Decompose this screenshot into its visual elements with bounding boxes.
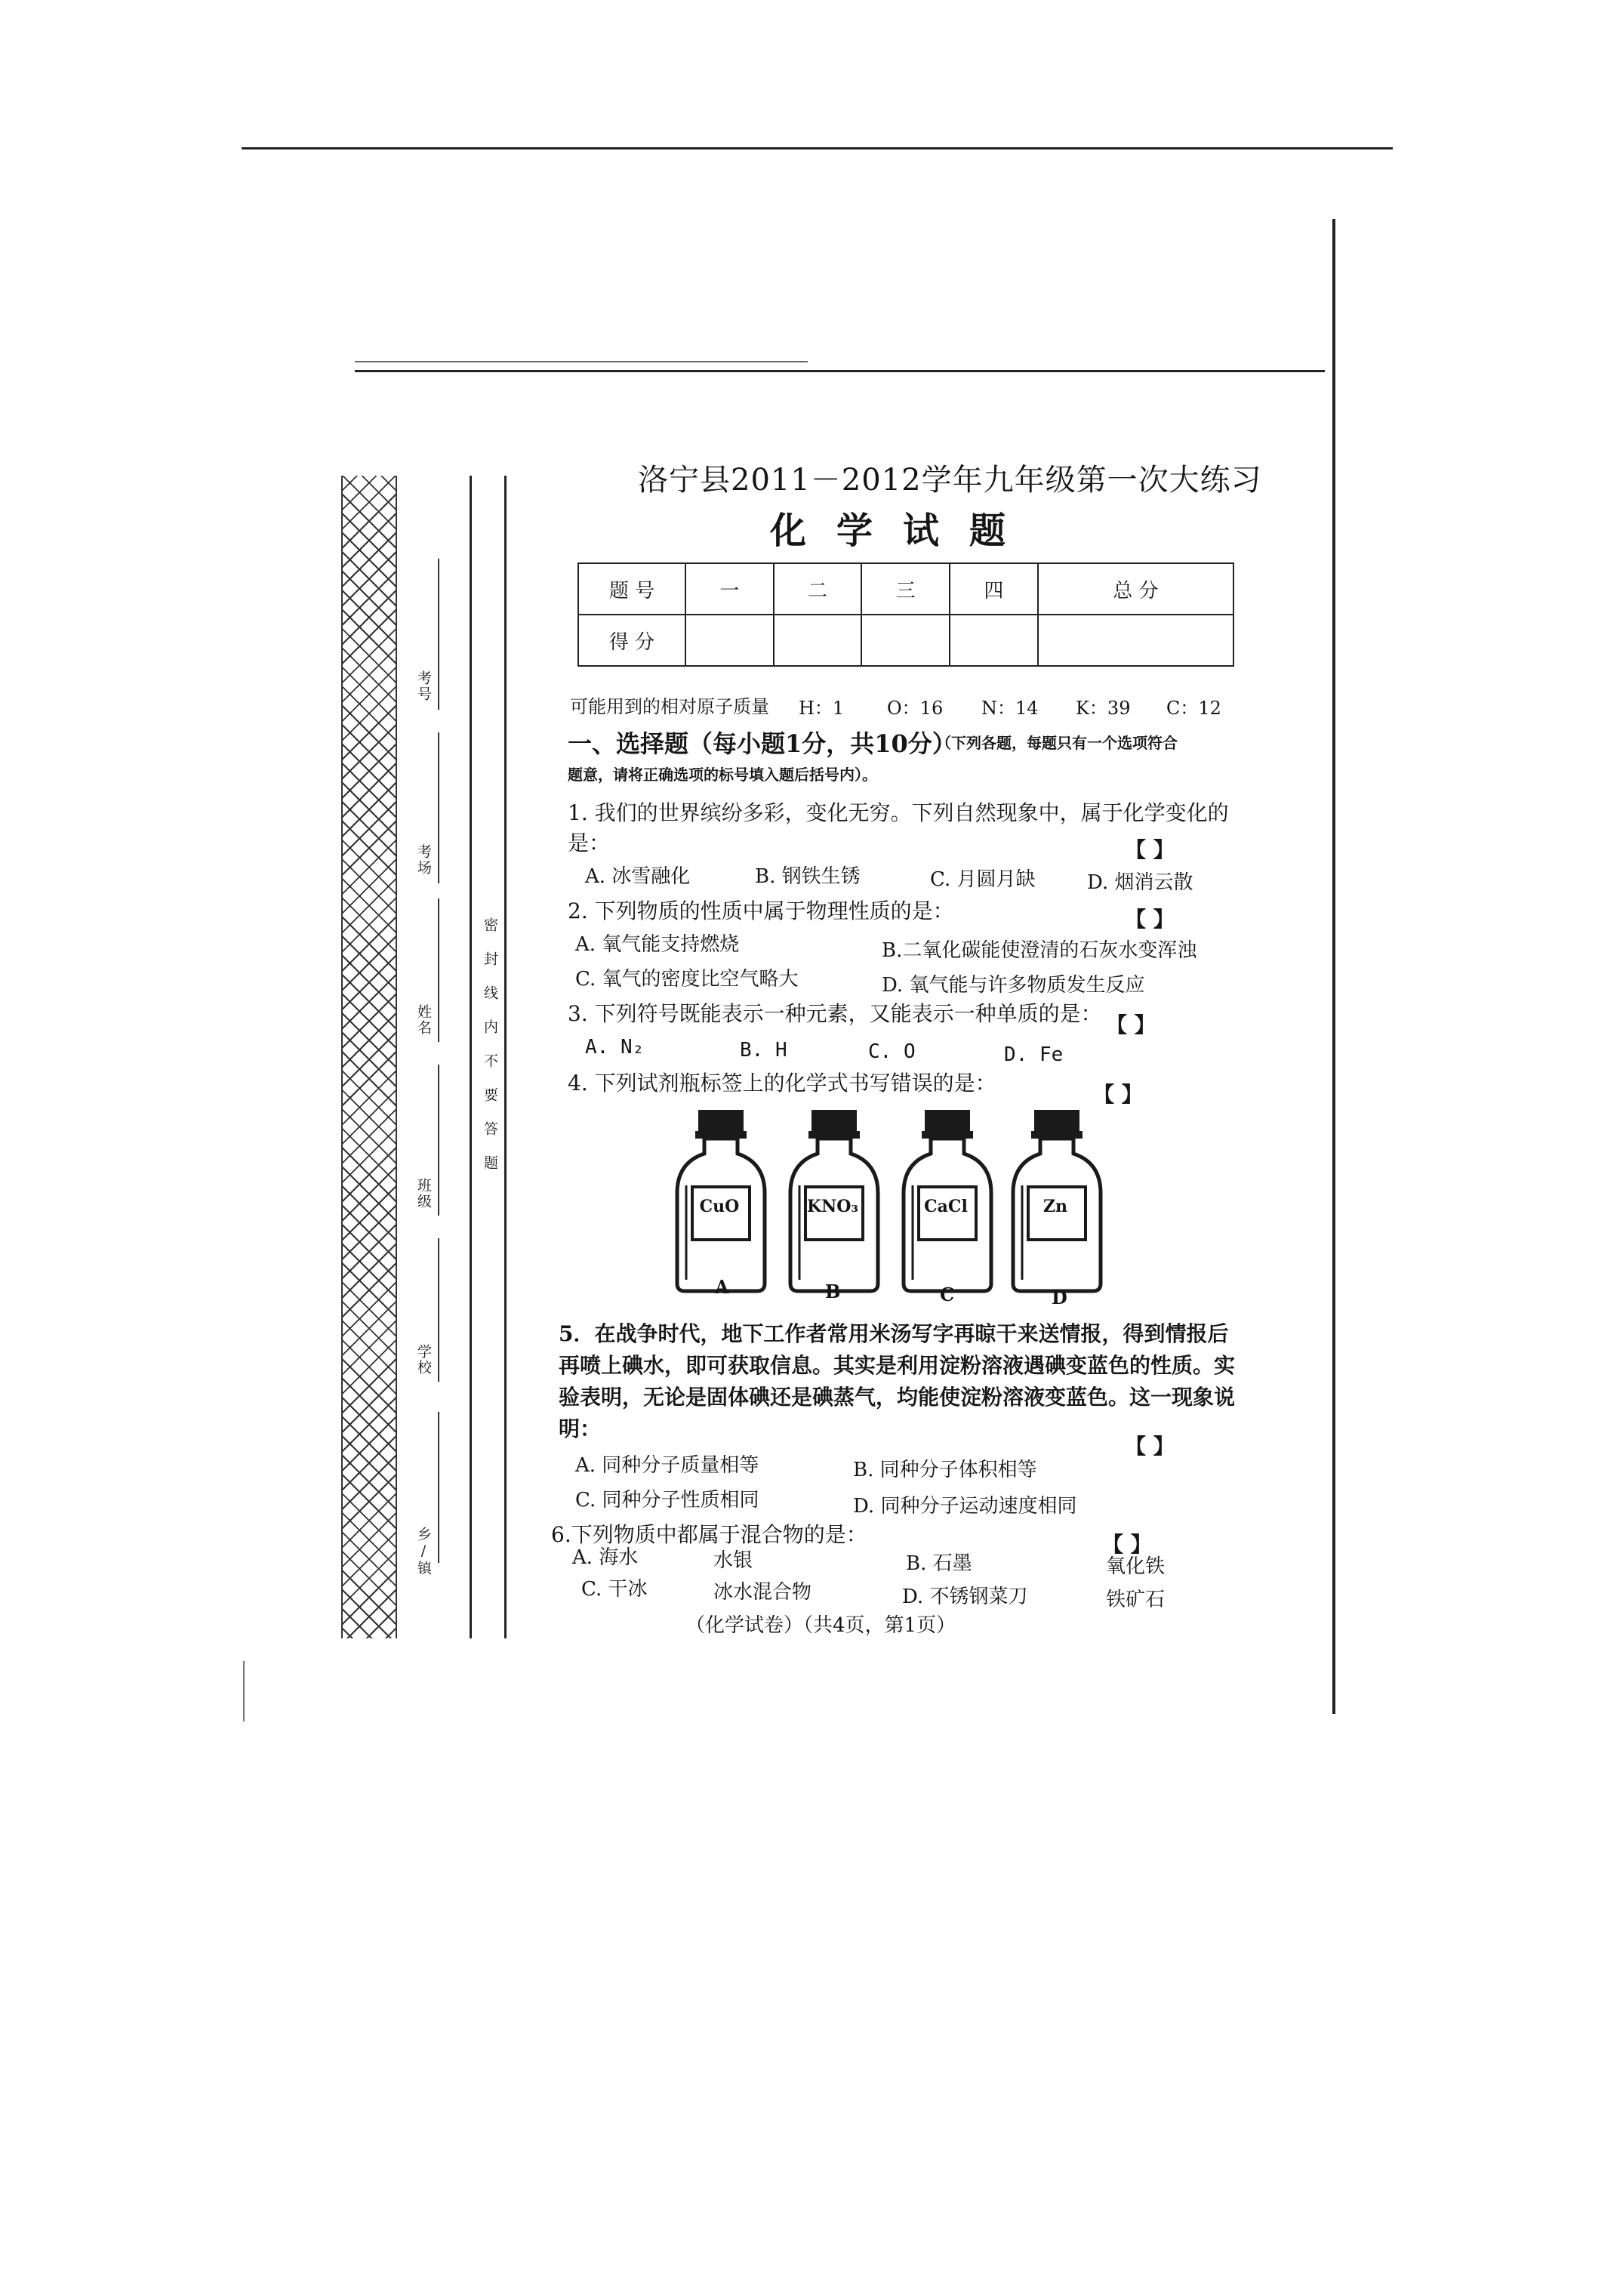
margin-label-class: 班级 [415, 1178, 432, 1210]
name-blank[interactable] [438, 898, 439, 1042]
q6-option-a-item2: 水银 [713, 1549, 753, 1572]
score-table [577, 562, 1234, 667]
q4-answer-bracket[interactable]: 【 】 [1093, 1082, 1143, 1107]
score-cell[interactable] [1038, 615, 1233, 666]
q4-stem: 4. 下列试剂瓶标签上的化学式书写错误的是： [568, 1071, 996, 1096]
bottle-b-letter: B [825, 1281, 841, 1302]
q6-option-b-item2: 氧化铁 [1106, 1555, 1166, 1578]
score-header-cell: 二 [774, 563, 862, 615]
q1-option-b: B. 钢铁生锈 [755, 865, 861, 888]
section-note-line1: （下列各题，每题只有一个选项符合 [936, 734, 1178, 752]
right-border [1332, 219, 1335, 1714]
page-footer: （化学试卷）（共4页，第1页） [685, 1614, 956, 1637]
margin-label-exam-number: 考号 [415, 670, 432, 702]
binding-line-2 [504, 476, 507, 1638]
exam-title: 洛宁县2011－2012学年九年级第一次大练习 [638, 463, 1262, 498]
q2-answer-bracket[interactable]: 【 】 [1125, 907, 1175, 932]
bottle-d-label: Zn [1042, 1197, 1068, 1216]
q1-stem-line2: 是： [568, 831, 611, 855]
exam-room-blank[interactable] [438, 732, 439, 883]
q3-option-a: A. N₂ [585, 1036, 645, 1059]
atomic-mass-o: O：16 [887, 698, 944, 719]
q6-answer-bracket[interactable]: 【 】 [1102, 1532, 1152, 1557]
section-note-line2: 题意，请将正确选项的标号填入题后括号内）。 [568, 766, 877, 784]
q6-option-d-item2: 铁矿石 [1106, 1589, 1166, 1611]
atomic-mass-k: K：39 [1076, 698, 1131, 719]
q2-option-a: A. 氧气能支持燃烧 [575, 933, 740, 956]
bottle-a-label: CuO [699, 1197, 740, 1216]
section-heading: 一、选择题（每小题1分，共10分） [568, 729, 956, 758]
scan-top-rule-2 [355, 361, 808, 362]
margin-label-town: 乡/镇 [415, 1527, 432, 1576]
bottle-b-label: KNO₃ [806, 1197, 859, 1216]
q3-stem: 3. 下列符号既能表示一种元素，又能表示一种单质的是： [568, 1001, 1102, 1026]
q6-option-a: A. 海水 [572, 1546, 639, 1569]
score-cell[interactable] [861, 615, 950, 666]
q1-option-c: C. 月圆月缺 [930, 868, 1036, 891]
q2-option-d: D. 氧气能与许多物质发生反应 [882, 974, 1145, 997]
q6-stem: 6.下列物质中都属于混合物的是： [551, 1522, 867, 1547]
q1-answer-bracket[interactable]: 【 】 [1125, 837, 1175, 862]
q5-stem-line1: 5．在战争时代，地下工作者常用米汤写字再晾干来送情报，得到情报后 [559, 1321, 1229, 1346]
seal-notice: 密封线内不要答题 [482, 917, 498, 1189]
class-blank[interactable] [438, 1065, 439, 1216]
bottle-d-letter: D [1052, 1287, 1067, 1308]
atomic-mass-h: H：1 [799, 698, 845, 719]
score-header-cell: 一 [685, 563, 774, 615]
score-header-cell: 四 [950, 563, 1038, 615]
q3-answer-bracket[interactable]: 【 】 [1106, 1012, 1156, 1037]
bottle-a-letter: A [715, 1276, 729, 1298]
q5-option-c: C. 同种分子性质相同 [575, 1489, 759, 1512]
school-blank[interactable] [438, 1238, 439, 1382]
q3-option-d: D. Fe [1004, 1043, 1064, 1066]
score-cell[interactable] [685, 615, 774, 666]
q5-option-a: A. 同种分子质量相等 [575, 1454, 759, 1477]
top-rule [242, 147, 1393, 149]
q5-option-b: B. 同种分子体积相等 [853, 1459, 1037, 1481]
q1-option-a: A. 冰雪融化 [585, 865, 691, 888]
q5-option-d: D. 同种分子运动速度相同 [853, 1495, 1077, 1518]
atomic-mass-c: C：12 [1166, 698, 1221, 719]
q5-stem-line4: 明： [559, 1416, 602, 1441]
binding-line-1 [470, 476, 472, 1638]
bottle-c-letter: C [940, 1284, 955, 1305]
q6-option-c: C. 干冰 [581, 1578, 648, 1601]
margin-label-exam-room: 考场 [415, 844, 432, 876]
binding-pattern [341, 476, 397, 1638]
q2-stem: 2. 下列物质的性质中属于物理性质的是： [568, 898, 954, 923]
margin-label-school: 学校 [415, 1344, 432, 1376]
q2-option-c: C. 氧气的密度比空气略大 [575, 968, 799, 991]
q5-answer-bracket[interactable]: 【 】 [1125, 1434, 1175, 1459]
subject-title: 化学试题 [770, 510, 1036, 552]
q6-option-b: B. 石墨 [906, 1552, 972, 1575]
left-fold-line [243, 1661, 245, 1721]
q2-option-b: B.二氧化碳能使澄清的石灰水变浑浊 [882, 939, 1197, 962]
atomic-mass-label: 可能用到的相对原子质量 [570, 696, 769, 717]
bottle-c-label: CaCl [924, 1197, 968, 1216]
q3-option-b: B. H [740, 1039, 787, 1062]
score-row-label: 得 分 [578, 615, 685, 666]
q6-option-d: D. 不锈钢菜刀 [902, 1586, 1028, 1608]
score-header-cell: 题 号 [578, 563, 685, 615]
exam-number-blank[interactable] [438, 559, 439, 710]
score-cell[interactable] [950, 615, 1038, 666]
scan-top-rule [355, 370, 1325, 372]
score-cell[interactable] [774, 615, 862, 666]
q1-option-d: D. 烟消云散 [1087, 871, 1193, 894]
q5-stem-line2: 再喷上碘水，即可获取信息。其实是利用淀粉溶液遇碘变蓝色的性质。实 [559, 1353, 1236, 1378]
margin-label-name: 姓名 [415, 1004, 432, 1036]
score-table-score-row [578, 615, 1233, 666]
atomic-mass-n: N：14 [981, 698, 1039, 719]
q3-option-c: C. O [868, 1040, 916, 1063]
score-header-cell: 总 分 [1038, 563, 1233, 615]
score-header-cell: 三 [861, 563, 950, 615]
q6-option-c-item2: 冰水混合物 [713, 1581, 812, 1604]
q1-stem-line1: 1. 我们的世界缤纷多彩，变化无穷。下列自然现象中，属于化学变化的 [568, 800, 1229, 825]
town-blank[interactable] [438, 1412, 439, 1563]
q5-stem-line3: 验表明，无论是固体碘还是碘蒸气，均能使淀粉溶液变蓝色。这一现象说 [559, 1385, 1236, 1410]
score-table-header-row [578, 563, 1233, 615]
